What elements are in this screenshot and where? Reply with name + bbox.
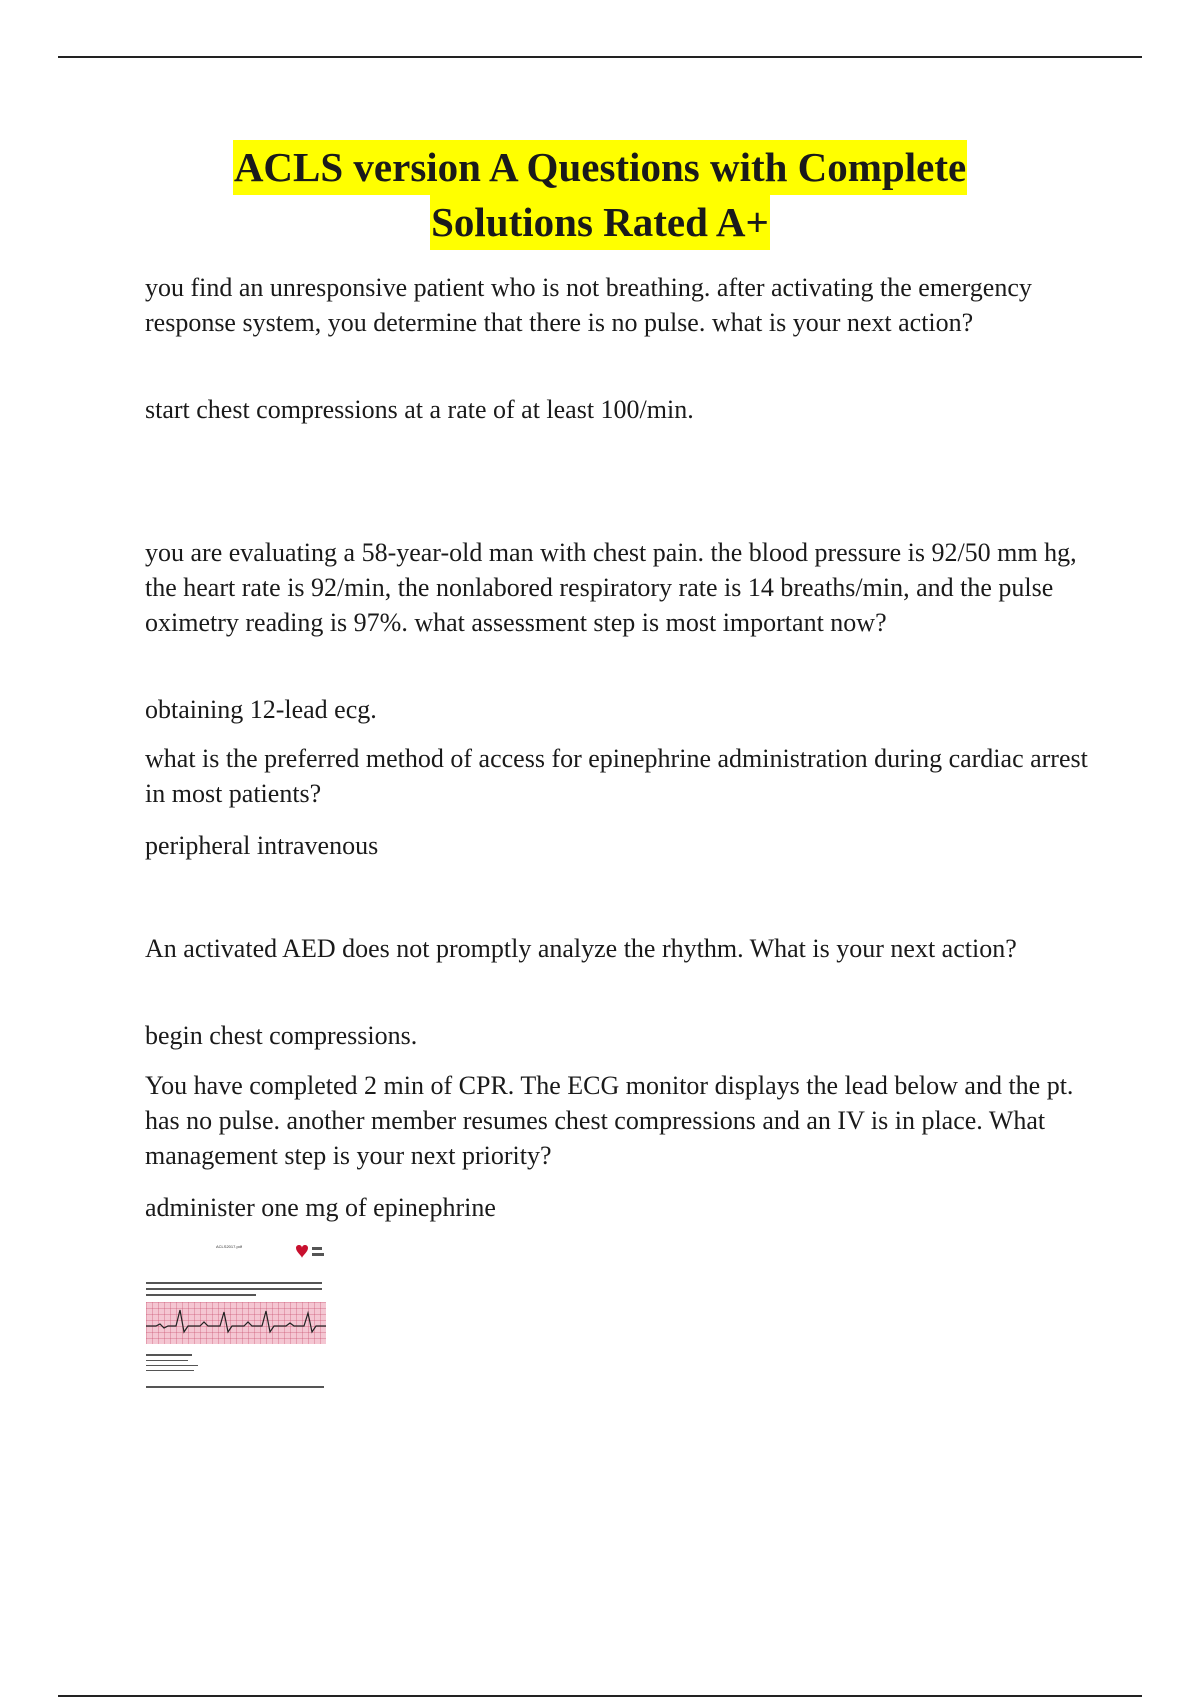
document-title — [0, 140, 1200, 250]
ecg-trace — [146, 1302, 326, 1344]
question-5: You have completed 2 min of CPR. The ECG monitor displays the lead below and the pt. has no pulse. another member resumes chest compressions and an IV is in place. What management step is your next priority? — [145, 1071, 1074, 1170]
thumbnail-text-line — [146, 1386, 324, 1388]
ecg-thumbnail-image — [146, 1240, 326, 1392]
thumbnail-text-line — [146, 1360, 188, 1361]
ecg-strip — [146, 1302, 326, 1344]
title-line-1: ACLS version A Questions with Complete — [233, 140, 967, 195]
answer-1: start chest compressions at a rate of at least 100/min. — [145, 395, 694, 424]
answer-2: obtaining 12-lead ecg. — [145, 695, 377, 724]
question-2: you are evaluating a 58-year-old man with chest pain. the blood pressure is 92/50 mm hg, the heart rate is 92/min, the nonlabored respiratory rate is 14 breaths/min, and the pulse oximetry reading is 97%. what assessment step is most important now? — [145, 538, 1077, 637]
bottom-rule — [58, 1695, 1142, 1697]
answer-3: peripheral intravenous — [145, 831, 379, 860]
thumbnail-text-line — [146, 1354, 192, 1356]
answer-5: administer one mg of epinephrine — [145, 1193, 496, 1222]
thumbnail-heading: ACLS2017.pdf — [216, 1244, 243, 1249]
thumbnail-text-line — [146, 1288, 322, 1290]
title-line-2: Solutions Rated A+ — [430, 195, 770, 250]
top-rule — [58, 56, 1142, 58]
question-4: An activated AED does not promptly analyze the rhythm. What is your next action? — [145, 934, 1017, 963]
thumbnail-text-line — [146, 1294, 256, 1296]
question-1: you find an unresponsive patient who is not breathing. after activating the emergency response system, you determine that there is no pulse. what is your next action? — [145, 273, 1032, 337]
heart-logo-icon — [288, 1242, 326, 1264]
thumbnail-text-line — [146, 1365, 198, 1366]
question-3: what is the preferred method of access for epinephrine administration during cardiac arrest in most patients? — [145, 744, 1088, 808]
thumbnail-text-line — [146, 1370, 194, 1371]
answer-4: begin chest compressions. — [145, 1021, 418, 1050]
thumbnail-text-line — [146, 1282, 322, 1284]
